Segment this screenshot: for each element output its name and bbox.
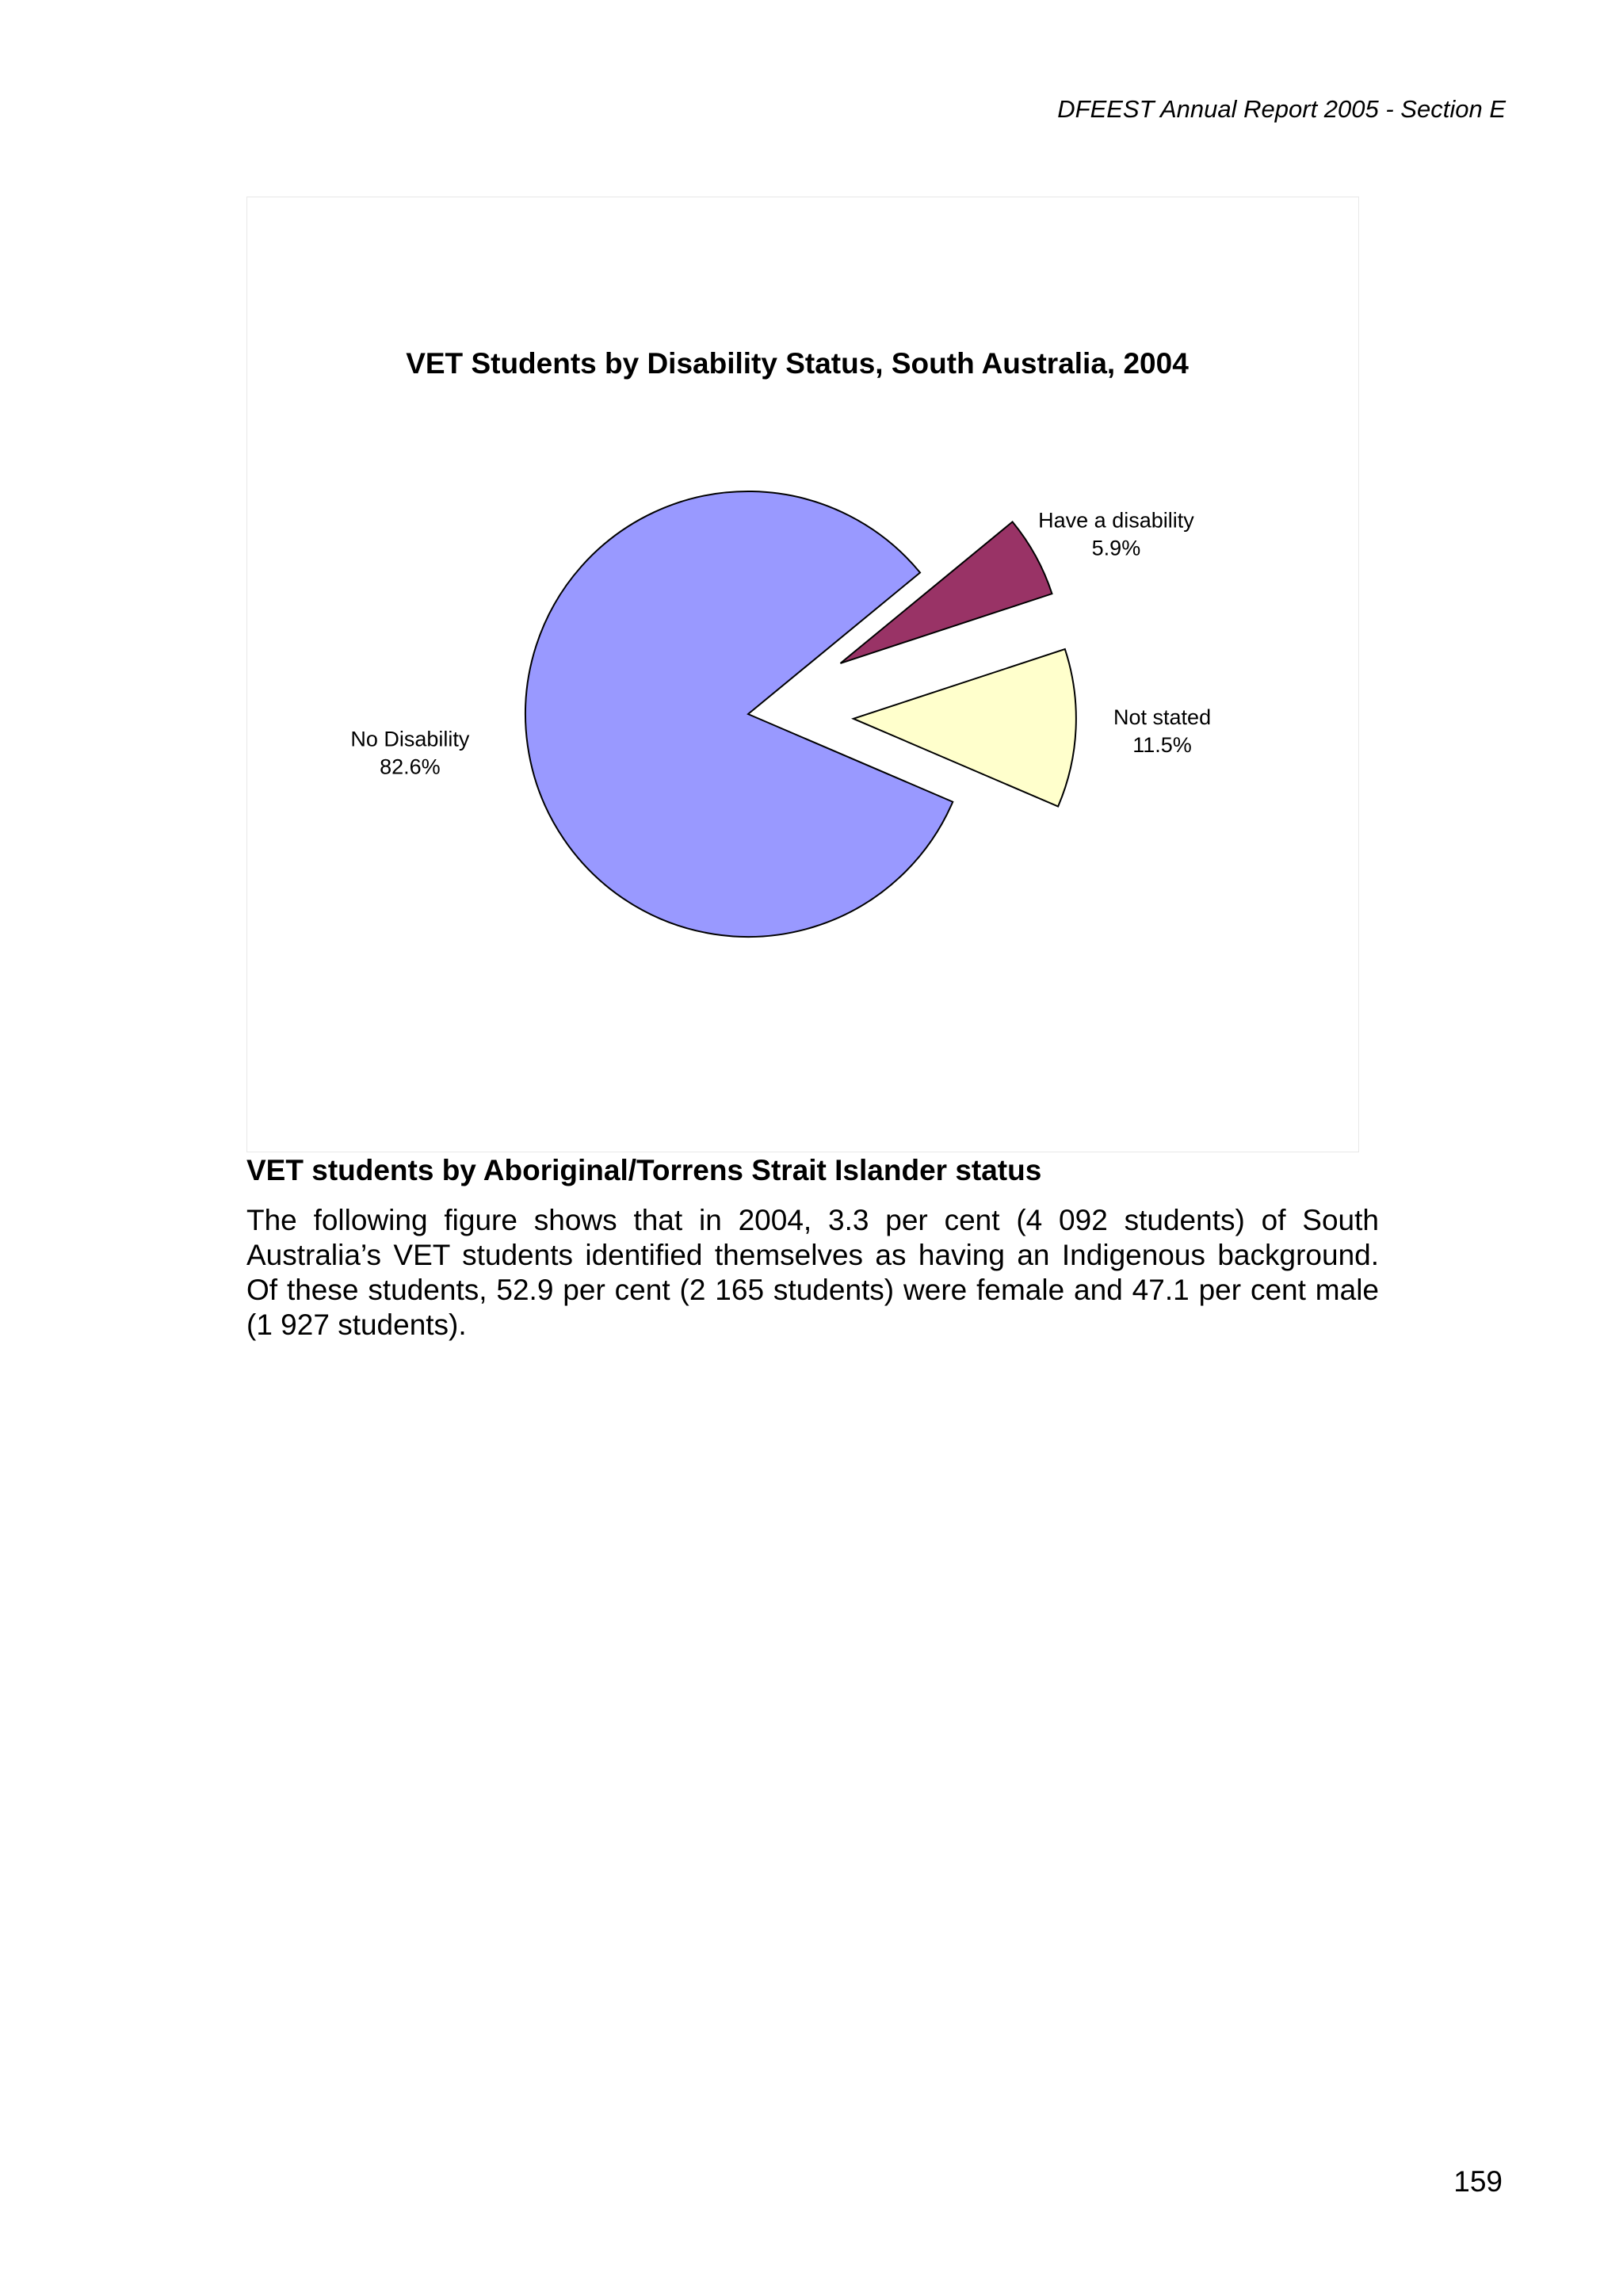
pie-chart-svg [247,197,1360,1153]
pie-label-value: 11.5% [1132,733,1192,758]
pie-label-name: Not stated [1113,705,1212,730]
pie-label-no-disability [350,727,470,778]
section-heading: VET students by Aboriginal/Torrens Strait Islander status [246,1154,1042,1186]
pie-label-name: Have a disability [1038,508,1194,533]
chart-title: VET Students by Disability Status, South Australia, 2004 [406,347,1189,380]
pie-label-value: 82.6% [380,755,441,779]
page-number: 159 [1453,2165,1503,2198]
pie-slices [525,491,1076,937]
body-paragraph: The following figure shows that in 2004, 3.3 per cent (4 092 students) of South Australia’s VET students identified themselves as having an Indigenous background. Of these students, 52.9 per cent (2 165 students) were female and 47.1 per cent male (1 927 students). [246,1204,1379,1341]
pie-label-name: No Disability [350,727,470,751]
pie-chart [246,197,1359,1152]
running-header: DFEEST Annual Report 2005 - Section E [1057,95,1506,123]
pie-label-have-a-disability [1038,509,1194,560]
pie-label-value: 5.9% [1091,536,1141,560]
pie-label-not-stated [1113,705,1211,757]
